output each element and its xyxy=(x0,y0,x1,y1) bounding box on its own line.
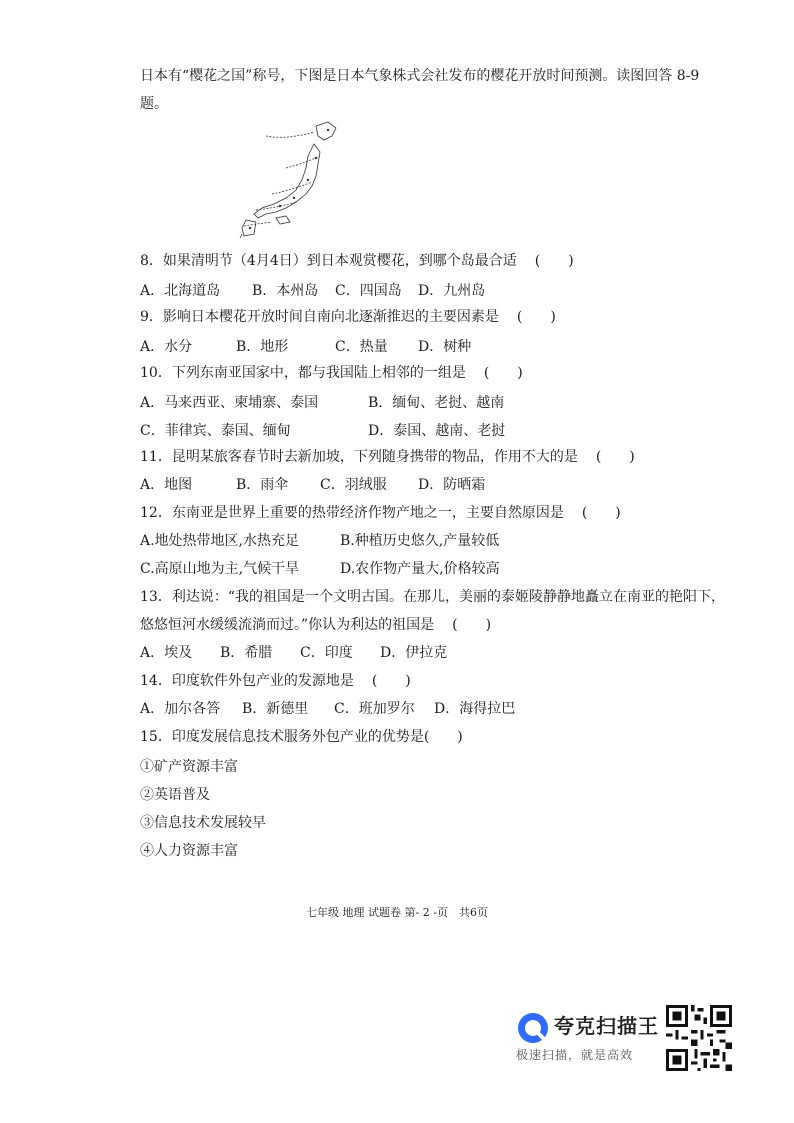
answer-bracket: ( ) xyxy=(516,309,556,325)
question-15-item-4: ④人力资源丰富 xyxy=(140,843,238,859)
option-d: D．泰国、越南、老挝 xyxy=(368,423,506,439)
question-12-text: 12．东南亚是世界上重要的热带经济作物产地之一，主要自然原因是 xyxy=(140,505,564,521)
question-14-stem xyxy=(140,670,411,690)
answer-bracket: ( ) xyxy=(581,505,621,521)
option-d: D.农作物产量大,价格较高 xyxy=(340,561,500,577)
brand-slogan: 极速扫描，就是高效 xyxy=(516,1048,634,1062)
option-d: D．海得拉巴 xyxy=(434,701,516,717)
question-10-stem xyxy=(140,362,523,382)
answer-bracket: ( ) xyxy=(595,449,635,465)
option-c: C．班加罗尔 xyxy=(334,701,415,717)
question-15-item-1: ①矿产资源丰富 xyxy=(140,759,238,775)
option-b: B．雨伞 xyxy=(236,477,289,493)
question-11-text: 11．昆明某旅客春节时去新加坡，下列随身携带的物品，作用不大的是 xyxy=(140,449,578,465)
answer-bracket: ( ) xyxy=(452,617,492,633)
option-a: A．地图 xyxy=(140,477,193,493)
question-15-text: 15．印度发展信息技术服务外包产业的优势是 xyxy=(140,729,424,745)
option-b: B．本州岛 xyxy=(252,283,319,299)
answer-bracket: ( ) xyxy=(534,253,574,269)
option-a: A．加尔各答 xyxy=(140,701,221,717)
answer-bracket: ( ) xyxy=(423,729,463,745)
option-b: B．地形 xyxy=(236,339,289,355)
question-12-stem xyxy=(140,502,621,522)
brand-name: 夸克扫描王 xyxy=(554,1014,659,1038)
option-a: A．水分 xyxy=(140,339,193,355)
quark-logo-icon xyxy=(516,1011,550,1045)
question-15-item-2: ②英语普及 xyxy=(140,787,210,803)
option-b: B．缅甸、老挝、越南 xyxy=(368,395,505,411)
question-10-text: 10．下列东南亚国家中，都与我国陆上相邻的一组是 xyxy=(140,365,466,381)
option-a: A．北海道岛 xyxy=(140,283,221,299)
question-9-stem xyxy=(140,306,556,326)
option-a: A．埃及 xyxy=(140,645,193,661)
option-b: B．新德里 xyxy=(242,701,309,717)
question-11-stem xyxy=(140,446,635,466)
japan-sakura-map xyxy=(236,118,346,240)
question-13-stem-line1: 13．利达说：“我的祖国是一个文明古国。在那儿，美丽的泰姬陵静静地矗立在南亚的艳阳下， xyxy=(140,589,725,605)
option-b: B．希腊 xyxy=(220,645,273,661)
option-d: D．防晒霜 xyxy=(418,477,486,493)
option-a: A.地处热带地区,水热充足 xyxy=(140,533,300,549)
question-15-stem xyxy=(140,726,463,746)
page-footer: 七年级 地理 试题卷 第- 2 -页 共6页 xyxy=(306,906,488,919)
question-13-text: 悠悠恒河水缓缓流淌而过。”你认为利达的祖国是 xyxy=(140,617,435,633)
answer-bracket: ( ) xyxy=(371,673,411,689)
option-c: C．四国岛 xyxy=(335,283,402,299)
question-9-text: 9．影响日本樱花开放时间自南向北逐渐推迟的主要因素是 xyxy=(140,309,499,325)
option-c: C.高原山地为主,气候干旱 xyxy=(140,561,300,577)
option-d: D．九州岛 xyxy=(418,283,486,299)
question-15-item-3: ③信息技术发展较早 xyxy=(140,815,266,831)
question-8-text: 8．如果清明节（4月4日）到日本观赏樱花，到哪个岛最合适 xyxy=(140,253,517,269)
option-c: C．印度 xyxy=(300,645,353,661)
question-13-stem-line2 xyxy=(140,614,491,634)
answer-bracket: ( ) xyxy=(483,365,523,381)
option-d: D．伊拉克 xyxy=(380,645,448,661)
question-8-stem xyxy=(140,250,574,270)
intro-text: 日本有“樱花之国”称号，下图是日本气象株式会社发布的樱花开放时间预测。读图回答 8-9题。 xyxy=(140,68,700,112)
option-c: C．羽绒服 xyxy=(320,477,387,493)
option-c: C．热量 xyxy=(335,339,388,355)
option-a: A．马来西亚、柬埔寨、泰国 xyxy=(140,395,319,411)
scanner-watermark xyxy=(516,1010,666,1070)
option-d: D．树种 xyxy=(418,339,472,355)
option-b: B.种植历史悠久,产量较低 xyxy=(340,533,500,549)
option-c: C．菲律宾、泰国、缅甸 xyxy=(140,423,291,439)
qr-code xyxy=(666,1005,732,1071)
question-14-text: 14．印度软件外包产业的发源地是 xyxy=(140,673,354,689)
